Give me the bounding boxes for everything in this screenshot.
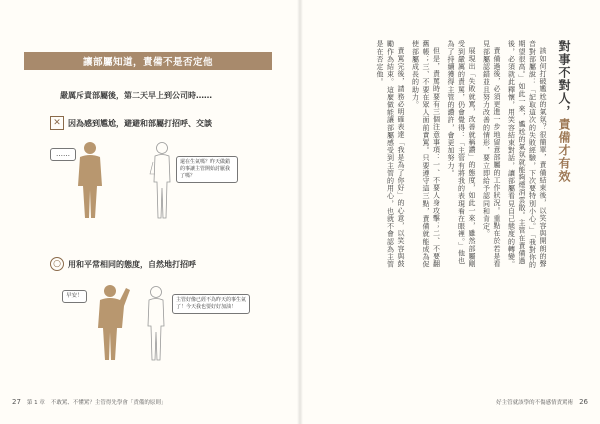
body-paragraph: 責備過後，必須更進一步地留意部屬的工作狀況。重點在於若是看見部屬認錯並且努力改善的情形，要立即給予認同和肯定。 (482, 40, 501, 268)
bad-example-heading (50, 116, 212, 130)
body-paragraph: 展現出「失敗就罵，改善就稱讚」的態度，如此一來，雖然部屬剛受到嚴厲的責罵，仍會覺得：「主管有將我的表現看在眼裡。」他也為了持續獲得主管的讚許，會更加努力。 (447, 40, 476, 268)
employee-figure (150, 143, 170, 219)
boss-figure (78, 142, 102, 218)
scenario-subheading: 嚴厲斥責部屬後，第二天早上到公司時…… (60, 91, 212, 100)
article-title (556, 40, 573, 183)
employee-happy-thought-bubble: 主管好像已經不為昨天的事生氣了！今天我也要好好加油！ (172, 294, 250, 314)
right-footer (496, 398, 588, 406)
right-page-number: 26 (579, 398, 588, 406)
body-paragraph: 責罵完後，請務必明確表達「我是為了你好」的心意，以笑容與鼓勵作為結束。這麼做能讓部屬感受到主管的用心，也就不會認為主管是在否定他。 (376, 40, 405, 268)
article-body (346, 40, 548, 270)
circle-mark-icon: ○ (50, 257, 64, 271)
good-example-label: 用和平常相同的態度，自然地打招呼 (68, 259, 196, 269)
employee-thought-bubble: 還在生氣嗎？昨天做錯的事讓主管開始討厭我了嗎？ (176, 156, 238, 183)
x-mark-icon: ✕ (50, 116, 64, 130)
boss-figure-waving (98, 285, 130, 360)
title-highlight: 責備才有效 (557, 118, 571, 183)
title-plain: 對事不對人， (557, 40, 571, 118)
good-example-heading (50, 257, 196, 271)
body-paragraph: 該如何打破尷尬的氣氛？很簡單，責備結束後，以笑容與開朗的聲音對部屬說：「記取這次的失敗經驗，下次要特別小心。」「我對你的期望很高。」如此一來，尷尬的氣氛就能夠煙消雲散。主管在責備過後，必須就此釋懷，用笑容結束對話，讓部屬看見自己態度的轉變。 (507, 40, 547, 269)
section-banner: 讓部屬知道，責備不是否定他 (24, 52, 272, 70)
left-page-number: 27 (12, 398, 21, 406)
greeting-bubble: 早安！ (62, 290, 87, 303)
chapter-title: 不敢罵、不懂罵？主管得先學會「責備的原則」 (50, 400, 167, 406)
bad-example-label: 因為感到尷尬，避避和部屬打招呼、交談 (68, 118, 212, 128)
employee-figure-smiling (148, 287, 164, 361)
book-gutter (297, 0, 303, 424)
body-paragraph: 但是，責罵時要有三個注意事項：一、不要人身攻擊；二、不要翻舊帳；三、不要在眾人面前責罵。只要遵守這三點，責備就能成為促使部屬成長的助力。 (411, 40, 441, 268)
boss-speech-bubble: …… (50, 148, 76, 161)
book-title: 好主管就該學的不傷感情責罵術 (496, 400, 574, 406)
right-page (300, 0, 600, 424)
left-footer (12, 398, 166, 406)
chapter-number: 第 1 章 (26, 400, 45, 406)
